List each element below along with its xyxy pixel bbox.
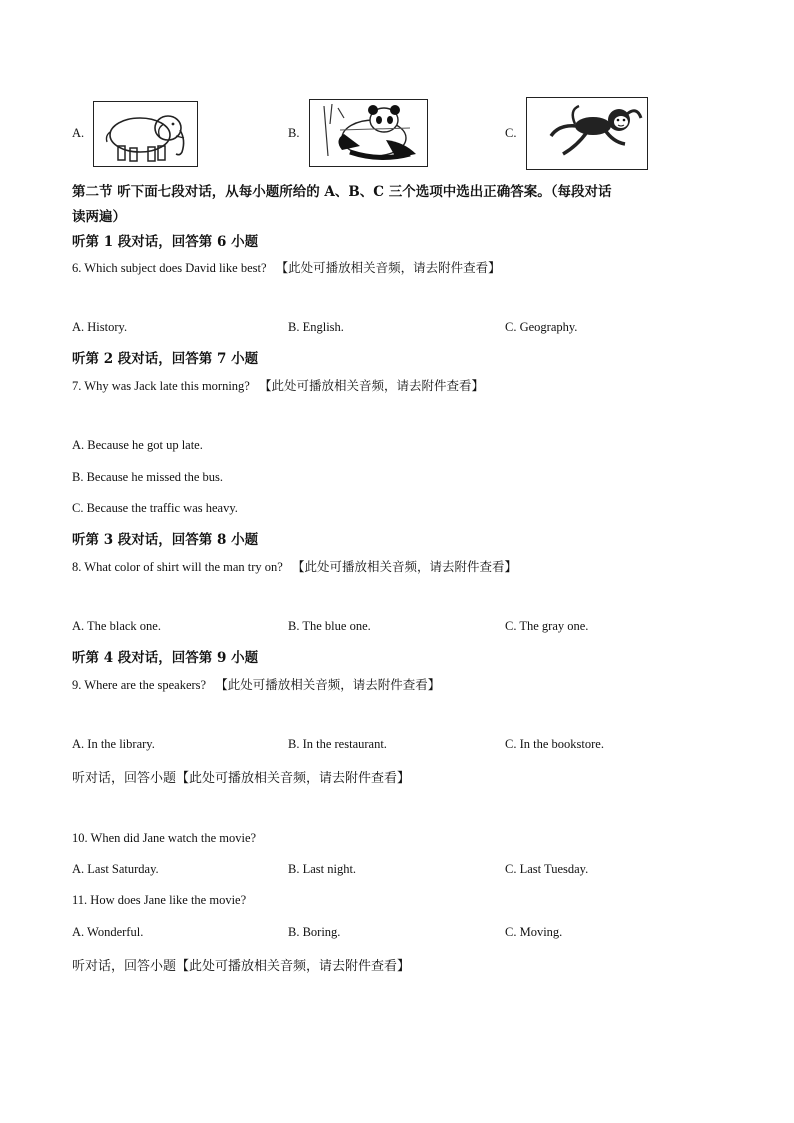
- q9-option-b: B. In the restaurant.: [288, 737, 387, 751]
- q8-option-b: B. The blue one.: [288, 619, 371, 633]
- q9-option-a: A. In the library.: [72, 737, 155, 751]
- elephant-image: [93, 101, 198, 167]
- option-c-label: C.: [505, 126, 517, 140]
- q7-heading: 听第 2 段对话，回答第 7 小题: [72, 351, 259, 367]
- section-title-line1: 第二节 听下面七段对话，从每小题所给的 A、B、C 三个选项中选出正确答案。（每段对话: [72, 184, 612, 200]
- q6-option-a: A. History.: [72, 320, 128, 334]
- q7-option-c: C. Because the traffic was heavy.: [72, 501, 238, 515]
- monkey-image: [526, 97, 648, 170]
- group1-heading: 听对话，回答小题【此处可播放相关音频，请去附件查看】: [72, 771, 411, 786]
- q11-option-a: A. Wonderful.: [72, 925, 144, 939]
- panda-image: [309, 99, 428, 167]
- elephant-icon: [94, 102, 197, 166]
- q10-option-b: B. Last night.: [288, 862, 357, 876]
- q8-option-a: A. The black one.: [72, 619, 161, 633]
- q7-question-text: 7. Why was Jack late this morning?: [72, 379, 250, 393]
- q8-question-text: 8. What color of shirt will the man try on?: [72, 560, 283, 574]
- q8-heading: 听第 3 段对话，回答第 8 小题: [72, 532, 259, 548]
- option-b-label: B.: [288, 126, 300, 140]
- q6-heading: 听第 1 段对话，回答第 6 小题: [72, 234, 259, 250]
- q9-audio-note[interactable]: 【此处可播放相关音频，请去附件查看】: [215, 677, 441, 692]
- q7-option-a: A. Because he got up late.: [72, 438, 203, 452]
- monkey-icon: [527, 98, 647, 169]
- q6-option-c: C. Geography.: [505, 320, 578, 334]
- q9-question-text: 9. Where are the speakers?: [72, 678, 207, 692]
- section-title-line2: 读两遍）: [72, 209, 126, 225]
- q6-option-b: B. English.: [288, 320, 344, 334]
- q10-option-a: A. Last Saturday.: [72, 862, 159, 876]
- q6-audio-note[interactable]: 【此处可播放相关音频，请去附件查看】: [275, 260, 501, 275]
- q11-option-c: C. Moving.: [505, 925, 563, 939]
- q6-question: [72, 258, 501, 276]
- q10-option-c: C. Last Tuesday.: [505, 862, 589, 876]
- q8-option-c: C. The gray one.: [505, 619, 589, 633]
- q10-question: 10. When did Jane watch the movie?: [72, 831, 257, 845]
- q7-option-b: B. Because he missed the bus.: [72, 470, 224, 484]
- group2-heading: 听对话，回答小题【此处可播放相关音频，请去附件查看】: [72, 959, 411, 974]
- q9-question: [72, 675, 440, 693]
- q8-question: [72, 557, 517, 575]
- q11-option-b: B. Boring.: [288, 925, 341, 939]
- q6-question-text: 6. Which subject does David like best?: [72, 261, 267, 275]
- panda-icon: [310, 100, 427, 166]
- q9-heading: 听第 4 段对话，回答第 9 小题: [72, 650, 259, 666]
- q8-audio-note[interactable]: 【此处可播放相关音频，请去附件查看】: [291, 559, 517, 574]
- q9-option-c: C. In the bookstore.: [505, 737, 604, 751]
- q7-audio-note[interactable]: 【此处可播放相关音频，请去附件查看】: [258, 378, 484, 393]
- option-a-label: A.: [72, 126, 85, 140]
- q7-question: [72, 376, 484, 394]
- q11-question: 11. How does Jane like the movie?: [72, 893, 247, 907]
